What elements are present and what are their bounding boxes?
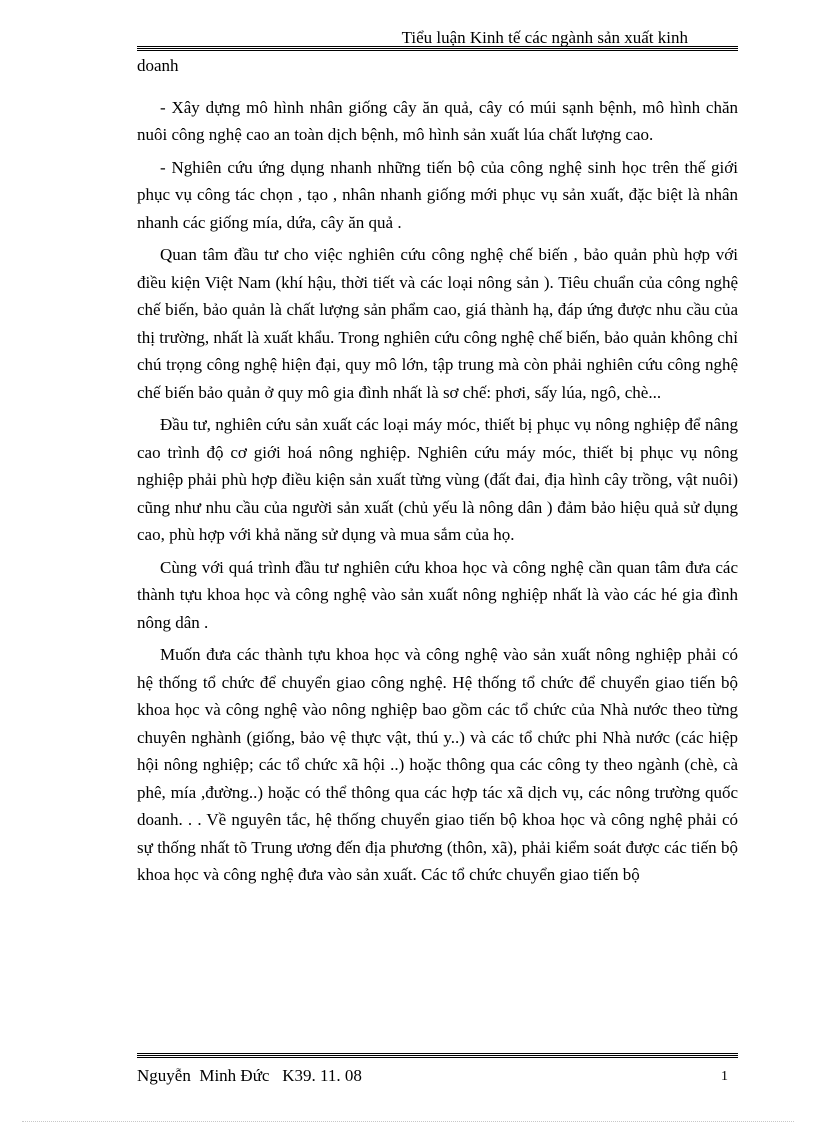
page-footer xyxy=(137,1053,738,1093)
paragraph-1: - Xây dựng mô hình nhân giống cây ăn quả, cây có múi sạnh bệnh, mô hình chăn nuôi công nghệ cao an toàn dịch bệnh, mô hình sản xuất lúa chất lượng cao. xyxy=(137,97,738,144)
footer-rule-top xyxy=(137,1053,738,1054)
continuation-line: doanh xyxy=(137,56,179,75)
document-body xyxy=(137,52,738,894)
footer-author: Nguyễn Minh Đức K39. 11. 08 xyxy=(137,1066,362,1085)
footer-rule-bottom xyxy=(137,1057,738,1058)
paragraph-3: Quan tâm đầu tư cho việc nghiên cứu công nghệ chế biến , bảo quản phù hợp với điều kiện Việt Nam (khí hậu, thời tiết và các loại nông sản ). Tiêu chuẩn của công nghệ chế biến, bảo quản là chất lượng sản phẩm cao, giá thành hạ, đáp ứng được nhu cầu của thị trường, nhất là xuất khẩu. Trong nghiên cứu công nghệ chế biến, bảo quản không chỉ chú trọng công nghệ hiện đại, quy mô lớn, tập trung mà còn phải nghiên cứu công nghệ chế biến bảo quản ở quy mô gia đình nhất là sơ chế: phơi, sấy lúa, ngô, chè... xyxy=(137,245,738,402)
paragraph-2: - Nghiên cứu ứng dụng nhanh những tiến bộ của công nghệ sinh học trên thế giới phục vụ công tác chọn , tạo , nhân nhanh giống mới phục vụ sản xuất, đặc biệt là nhân nhanh các giống mía, dứa, cây ăn quả . xyxy=(137,157,738,232)
header-rule-middle xyxy=(137,48,738,49)
header-rule-top xyxy=(137,46,738,47)
paragraph-4: Đầu tư, nghiên cứu sản xuất các loại máy móc, thiết bị phục vụ nông nghiệp để nâng cao trình độ cơ giới hoá nông nghiệp. Nghiên cứu máy móc, thiết bị phục vụ nông nghiệp phải phù hợp điều kiện sản xuất từng vùng (đất đai, địa hình cây trồng, vật nuôi) cũng như nhu cầu của người sản xuất (chủ yếu là nông dân ) đảm bảo hiệu quả sử dụng cao, phù hợp với khả năng sử dụng và mua sắm của họ. xyxy=(137,415,738,544)
footer-rule-middle xyxy=(137,1055,738,1056)
page-number: 1 xyxy=(721,1069,728,1084)
header-rule-bottom xyxy=(137,50,738,51)
page-header xyxy=(137,28,738,48)
paragraph-5: Cùng với quá trình đầu tư nghiên cứu khoa học và công nghệ cần quan tâm đưa các thành tựu khoa học và công nghệ vào sản xuất nông nghiệp nhất là vào các hé gia đình nông dân . xyxy=(137,557,738,632)
paragraph-6: Muốn đưa các thành tựu khoa học và công nghệ vào sản xuất nông nghiệp phải có hệ thống tổ chức để chuyển giao công nghệ. Hệ thống tổ chức để chuyển giao tiến bộ khoa học và công nghệ vào nông nghiệp bao gồm các tổ chức của Nhà nước theo từng chuyên nghành (giống, bảo vệ thực vật, thú y..) và các tổ chức phi Nhà nước (các hiệp hội nông nghiệp; các tổ chức xã hội ..) hoặc thông qua các công ty theo ngành (chè, cà phê, mía ,đường..) hoặc có thể thông qua các hợp tác xã dịch vụ, các nông trường quốc doanh. . . Về nguyên tắc, hệ thống chuyển giao tiến bộ khoa học và công nghệ phải có sự thống nhất tõ Trung ương đến địa phương (thôn, xã), phải kiểm soát được các tiến bộ khoa học và công nghệ đưa vào sản xuất. Các tổ chức chuyển giao tiến bộ xyxy=(137,645,738,884)
header-title: Tiểu luận Kinh tế các ngành sản xuất kinh xyxy=(401,28,688,47)
page-boundary-line xyxy=(22,1121,794,1122)
